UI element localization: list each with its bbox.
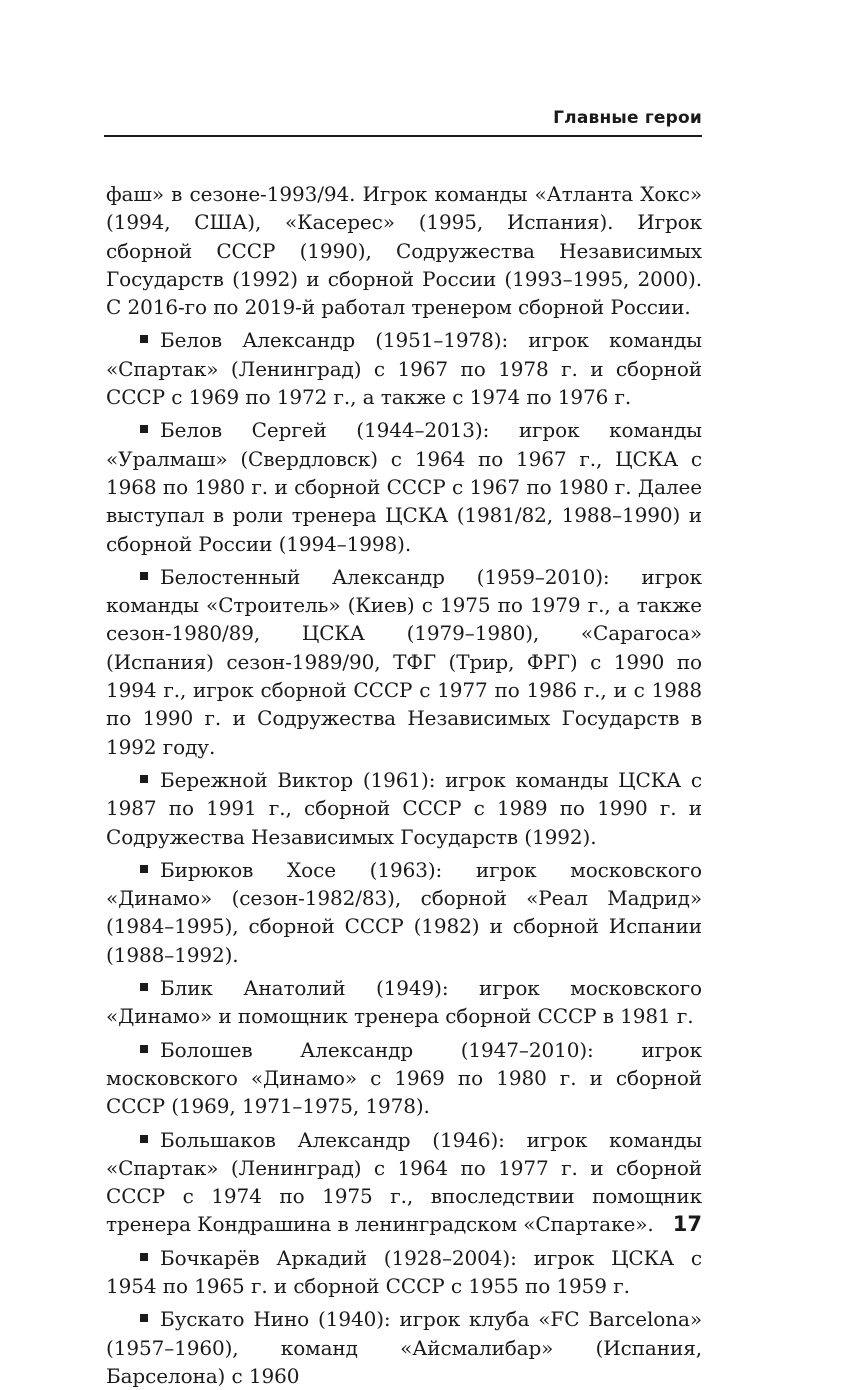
entry-belov-sergey bbox=[106, 416, 702, 557]
entry-belostenny bbox=[106, 563, 702, 761]
bullet-icon bbox=[140, 775, 148, 783]
continuation-paragraph: фаш» в сезоне-1993/94. Игрок команды «Атланта Хокс» (1994, США), «Касерес» (1995, Испания). Игрок сборной СССР (1990), Содружества Независимых Государств (1992) и сборной России (1993–1995, 2000). С 2016-го по 2019-й работал тренером сборной России. bbox=[106, 182, 702, 320]
bullet-icon bbox=[140, 335, 148, 343]
bullet-icon bbox=[140, 865, 148, 873]
page-number: 17 bbox=[672, 1212, 702, 1236]
entry-text: Большаков Александр (1946): игрок команды «Спартак» (Ленинград) с 1964 по 1977 г. и сборной СССР с 1974 по 1975 г., впоследствии помощник тренера Кондрашина в ленинградском «Спартаке». bbox=[106, 1127, 702, 1237]
entry-blik bbox=[106, 974, 702, 1031]
bullet-icon bbox=[140, 425, 148, 433]
bullet-icon bbox=[140, 1045, 148, 1053]
bullet-icon bbox=[140, 572, 148, 580]
entry-belov-alexander bbox=[106, 326, 702, 411]
entry-text: Белов Александр (1951–1978): игрок команды «Спартак» (Ленинград) с 1967 по 1978 г. и сборной СССР с 1969 по 1972 г., а также с 1974 по 1976 г. bbox=[106, 328, 702, 410]
bullet-icon bbox=[140, 1135, 148, 1143]
running-title: Главные герои bbox=[553, 108, 702, 128]
bullet-icon bbox=[140, 983, 148, 991]
entry-text: Бирюков Хосе (1963): игрок московского «Динамо» (сезон-1982/83), сборной «Реал Мадрид» (1984–1995), сборной СССР (1982) и сборной Испании (1988–1992). bbox=[106, 857, 702, 967]
entry-biryukov bbox=[106, 856, 702, 969]
entry-text: Белов Сергей (1944–2013): игрок команды «Уралмаш» (Свердловск) с 1964 по 1967 г., ЦСКА с 1968 по 1980 г. и сборной СССР с 1967 по 1980 г. Далее выступал в роли тренера ЦСКА (1981/82, 1988–1990) и сборной России (1994–1998). bbox=[106, 418, 702, 556]
page-body bbox=[106, 180, 702, 1390]
entry-text: Бережной Виктор (1961): игрок команды ЦСКА с 1987 по 1991 г., сборной СССР с 1989 по 1990 г. и Содружества Независимых Государств (1992). bbox=[106, 767, 702, 849]
entry-bolshakov bbox=[106, 1126, 702, 1239]
entry-text: Бочкарёв Аркадий (1928–2004): игрок ЦСКА с 1954 по 1965 г. и сборной СССР с 1955 по 1959 г. bbox=[106, 1245, 702, 1298]
entry-bochkaryov bbox=[106, 1244, 702, 1301]
entry-text: Болошев Александр (1947–2010): игрок московского «Динамо» с 1969 по 1980 г. и сборной СССР (1969, 1971–1975, 1978). bbox=[106, 1037, 702, 1119]
header-rule bbox=[104, 135, 702, 137]
entry-text: Белостенный Александр (1959–2010): игрок команды «Строитель» (Киев) с 1975 по 1979 г., а также сезон-1980/89, ЦСКА (1979–1980), «Сарагоса» (Испания) сезон-1989/90, ТФГ (Трир, ФРГ) с 1990 по 1994 г., игрок сборной СССР с 1977 по 1986 г., и с 1988 по 1990 г. и Содружества Независимых Государств в 1992 году. bbox=[106, 564, 702, 759]
entry-text: Блик Анатолий (1949): игрок московского «Динамо» и помощник тренера сборной СССР в 1981 г. bbox=[106, 976, 702, 1029]
bullet-icon bbox=[140, 1314, 148, 1322]
bullet-icon bbox=[140, 1253, 148, 1261]
entry-text: Бускато Нино (1940): игрок клуба «FC Barcelona» (1957–1960), команд «Айсмалибар» (Испания, Барселона) с 1960 bbox=[106, 1307, 702, 1388]
entry-boloshev bbox=[106, 1036, 702, 1121]
entry-berezhnoy bbox=[106, 766, 702, 851]
entry-buscato bbox=[106, 1305, 702, 1390]
